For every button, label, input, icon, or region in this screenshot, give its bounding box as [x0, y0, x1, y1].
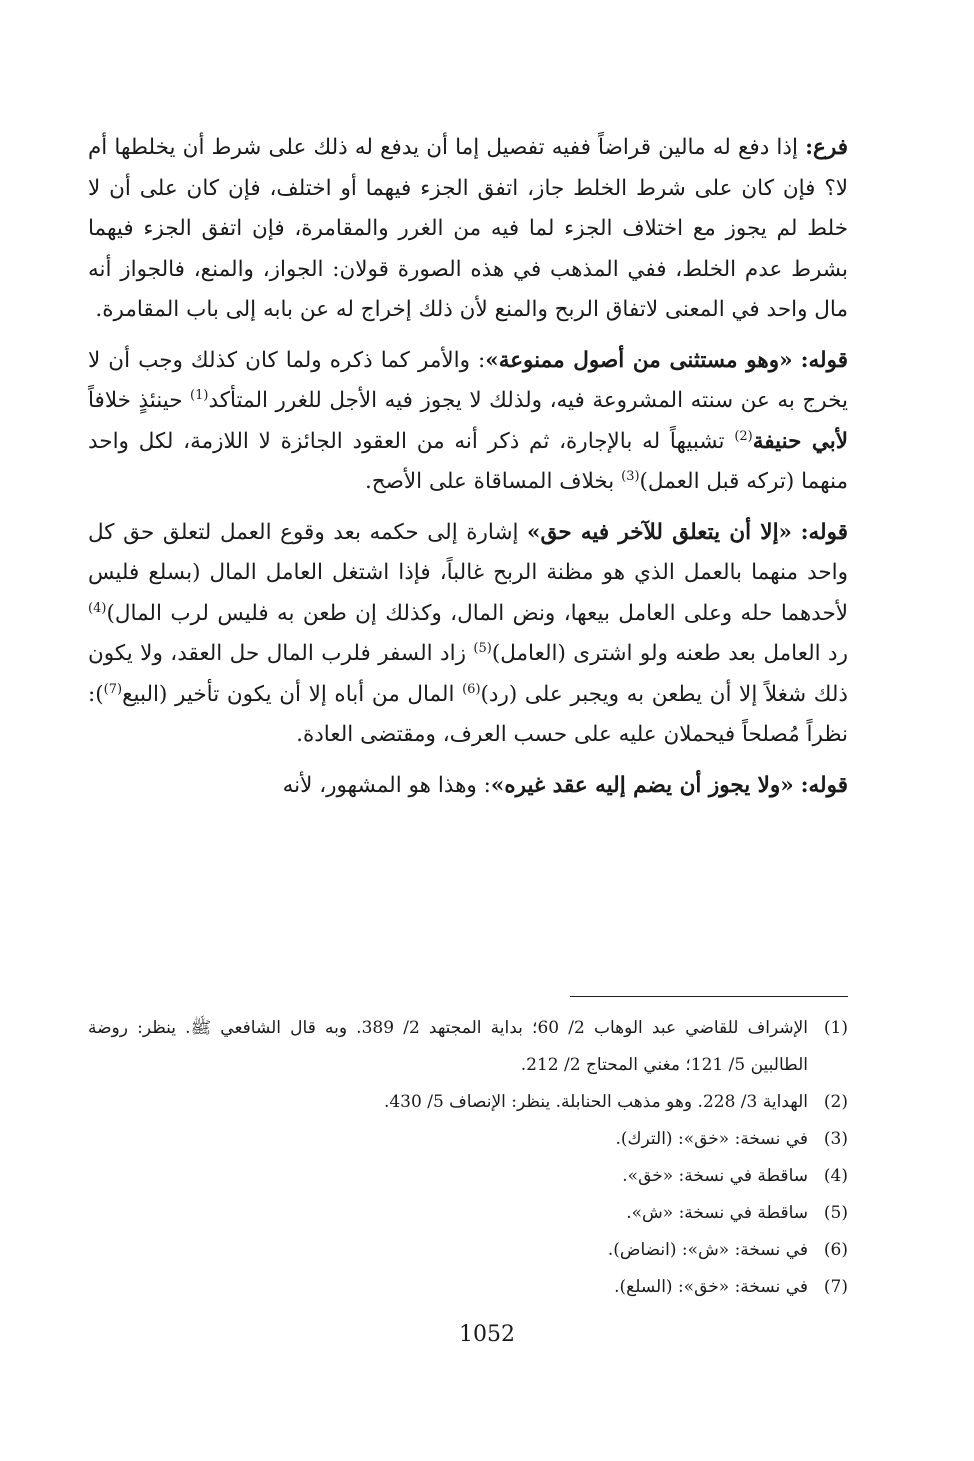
footnote-number: (5) [823, 1203, 848, 1223]
paragraph-qawluhu-1 [88, 341, 848, 503]
footnote-text: الإشراف للقاضي عبد الوهاب 2/ 60؛ بداية المجتهد 2/ 389. وبه قال الشافعي ﷺ. ينظر: روضة الطالبين 5/ 121؛ مغني المحتاج 2/ 212. [88, 1018, 809, 1075]
quoted-phrase: «إلا أن يتعلق للآخر فيه حق» [527, 519, 792, 545]
paragraph-segment: : والأمر كما ذكره ولما كان كذلك وجب أن لا يخرج به عن سنته المشروعة فيه، ولذلك لا يجوز فيه الأجل للغرر المتأكد [88, 347, 848, 413]
footnote-item [88, 1084, 848, 1121]
paragraph-segment: تشبيهاً له بالإجارة، ثم ذكر أنه من العقود الجائزة لا اللازمة، لكل واحد منهما (تركه قبل العمل) [88, 428, 848, 494]
paragraph-lead: قوله: [800, 347, 848, 373]
named-scholar: لأبي حنيفة [752, 428, 848, 454]
footnote-item [88, 1269, 848, 1306]
paragraph-lead: فرع: [805, 135, 848, 160]
paragraph-segment: زاد السفر فلرب المال حل العقد، ولا يكون ذلك شغلاً إلا أن يطعن به ويجبر على (رد) [88, 641, 848, 707]
paragraph-segment: إشارة إلى حكمه بعد وقوع العمل لتعلق حق كل واحد منهما بالعمل الذي هو مظنة الربح غالباً، فإذا اشتغل العامل المال (بسلع فليس لأحدهما حله وعلى العامل بيعها، ونض المال، وكذلك إن طعن به فليس لرب المال) [88, 519, 848, 626]
footnote-item [88, 1195, 848, 1232]
footnote-number: (6) [823, 1240, 848, 1260]
footnote-text: في نسخة: «خق»: (الترك). [615, 1129, 808, 1149]
paragraph-segment: بخلاف المساقاة على الأصح. [364, 469, 622, 494]
paragraph-lead: قوله: [800, 772, 848, 798]
footnote-ref: (5) [473, 640, 492, 656]
paragraph-body: : وهذا هو المشهور، لأنه [282, 772, 491, 798]
footnote-ref: (3) [621, 468, 640, 484]
footnote-text: الهداية 3/ 228. وهو مذهب الحنابلة. ينظر: الإنصاف 5/ 430. [383, 1092, 808, 1112]
paragraph-qawluhu-2: قوله: «إلا أن يتعلق للآخر فيه حق» إشارة إلى حكمه بعد وقوع العمل لتعلق حق كل واحد منهما بالعمل الذي هو مظنة الربح غالباً، فإذا اشتغل العامل المال (بسلع فليس لأحدهما حله وعلى العامل بيعها، ونض المال، وكذلك إن طعن به فليس لرب المال)$^{(4)}$ رد العامل بعد طعنه ولو اشترى (العامل)$^{(5)}$ زاد السفر فلرب المال حل العقد، ولا يكون ذلك شغلاً إلا أن يطعن به ويجبر على (رد)$^{(6)}$ المال من أباه إلا أن يكون تأخير (البيع$^{(7)}$): نظراً مُصلحاً فيحملان عليه على حسب العرف، ومقتضى العادة. [88, 519, 848, 747]
paragraph-lead: قوله: [800, 519, 848, 545]
main-text [88, 128, 848, 816]
footnote-item [88, 1158, 848, 1195]
footnote-number: (1) [823, 1018, 848, 1038]
paragraph-body: إذا دفع له مالين قراضاً ففيه تفصيل إما أن يدفع له ذلك على شرط أن يخلطها أم لا؟ فإن كان على شرط الخلط جاز، اتفق الجزء فيهما أو اختلف، فإن كان على أن لا خلط لم يجوز مع اختلاف الجزء لما فيه من الغرر والمقامرة، فإن اتفق الجزء فيهما بشرط عدم الخلط، ففي المذهب في هذه الصورة قولان: الجواز، والمنع، فالجواز أنه مال واحد في المعنى لاتفاق الربح والمنع لأن ذلك إخراج له عن بابه إلى باب المقامرة. [88, 135, 848, 322]
footnote-separator [570, 996, 848, 997]
footnote-text: في نسخة: «ش»: (انضاض). [607, 1240, 808, 1260]
quoted-phrase: «ولا يجوز أن يضم إليه عقد غيره» [490, 772, 794, 798]
footnote-item [88, 1010, 848, 1084]
footnote-number: (7) [823, 1277, 848, 1297]
footnote-text: ساقطة في نسخة: «خق». [622, 1166, 808, 1186]
footnote-number: (4) [823, 1166, 848, 1186]
footnotes [88, 1010, 848, 1306]
footnote-number: (3) [823, 1129, 848, 1149]
paragraph-segment: حينئذٍ خلافاً [88, 388, 191, 413]
paragraph-segment: المال من أباه إلا أن يكون تأخير (البيع [122, 681, 463, 707]
paragraph-far [88, 128, 848, 331]
page-number: 1052 [459, 1322, 515, 1347]
footnote-ref: (4) [88, 600, 107, 616]
footnote-ref: (1) [190, 387, 209, 403]
paragraph-segment: : نظراً مُصلحاً فيحملان عليه على حسب العرف، ومقتضى العادة. [88, 681, 848, 747]
quoted-phrase: «وهو مستثنى من أصول ممنوعة» [485, 347, 793, 373]
footnote-ref: (6) [462, 681, 481, 697]
footnote-number: (2) [823, 1092, 848, 1112]
footnote-item [88, 1232, 848, 1269]
footnote-ref: (7) [103, 681, 123, 697]
footnote-item [88, 1121, 848, 1158]
footnote-ref: (2) [734, 428, 753, 444]
footnote-text: في نسخة: «خق»: (السلع). [614, 1277, 808, 1297]
paragraph-qawluhu-3 [88, 766, 848, 807]
footnote-text: ساقطة في نسخة: «ش». [626, 1203, 808, 1223]
paragraph-segment: رد العامل بعد طعنه ولو اشترى (العامل) [491, 641, 848, 666]
